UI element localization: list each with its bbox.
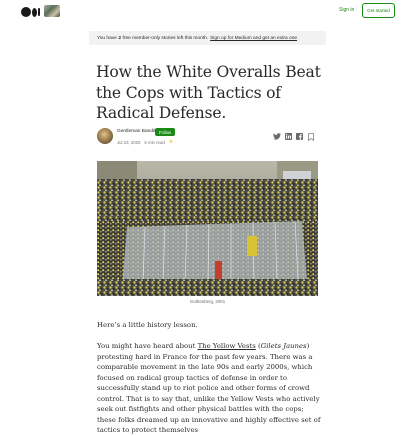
article-meta	[117, 139, 173, 145]
member-stories-banner	[89, 31, 326, 45]
medium-logo-icon[interactable]	[21, 7, 40, 17]
facebook-icon[interactable]	[296, 133, 303, 140]
banner-count: 2	[118, 35, 122, 41]
member-star-icon: ★	[168, 139, 174, 145]
sign-in-link[interactable]: Sign in	[339, 7, 355, 13]
banner-middle: free member-only stories left this month.	[122, 35, 209, 41]
publish-date: Jul 23, 2020	[117, 139, 141, 145]
banner-prefix: You have	[97, 35, 117, 41]
protest-crowd-photo	[97, 161, 318, 296]
article-title: How the White Overalls Beat the Cops with Tactics of Radical Defense.	[96, 63, 321, 122]
para2-rest: ) protesting hard in France for the past few years. There was a comparable movement in the late 90s and early 2000s, which focused on radical group tactics of defense in order to successfully stand up to riot police and other forms of crowd control. That is to say that, unlike the Yellow Vests who actively seek out fistfights and other physical battles with the cops; these folks dreamed up an innovative and highly effective set of tactics to protect themselves	[97, 342, 321, 434]
top-nav	[0, 0, 415, 23]
image-caption: Gothenberg, 2001	[189, 299, 226, 304]
article-hero-image	[97, 161, 318, 296]
get-started-button[interactable]: Get started	[362, 3, 395, 18]
article-paragraph-2	[97, 341, 322, 436]
read-time: 6 min read	[144, 139, 165, 145]
author-name[interactable]: Gentleman Bandit	[117, 129, 156, 134]
author-avatar[interactable]	[97, 128, 113, 144]
publication-thumbnail[interactable]	[44, 5, 60, 17]
signup-link[interactable]: Sign up for Medium and get an extra one	[210, 35, 298, 41]
article-paragraph-1: Here’s a little history lesson.	[97, 321, 198, 329]
follow-button[interactable]: Follow	[155, 128, 175, 136]
para2-mid: (	[255, 342, 261, 350]
para2-pre: You might have heard about	[97, 342, 198, 350]
bookmark-icon[interactable]	[308, 133, 314, 141]
gilets-jaunes-text: Gilets Jaunes	[260, 342, 307, 350]
twitter-icon[interactable]	[273, 133, 281, 140]
linkedin-icon[interactable]	[285, 133, 292, 140]
yellow-vests-link[interactable]: The Yellow Vests	[197, 342, 256, 350]
